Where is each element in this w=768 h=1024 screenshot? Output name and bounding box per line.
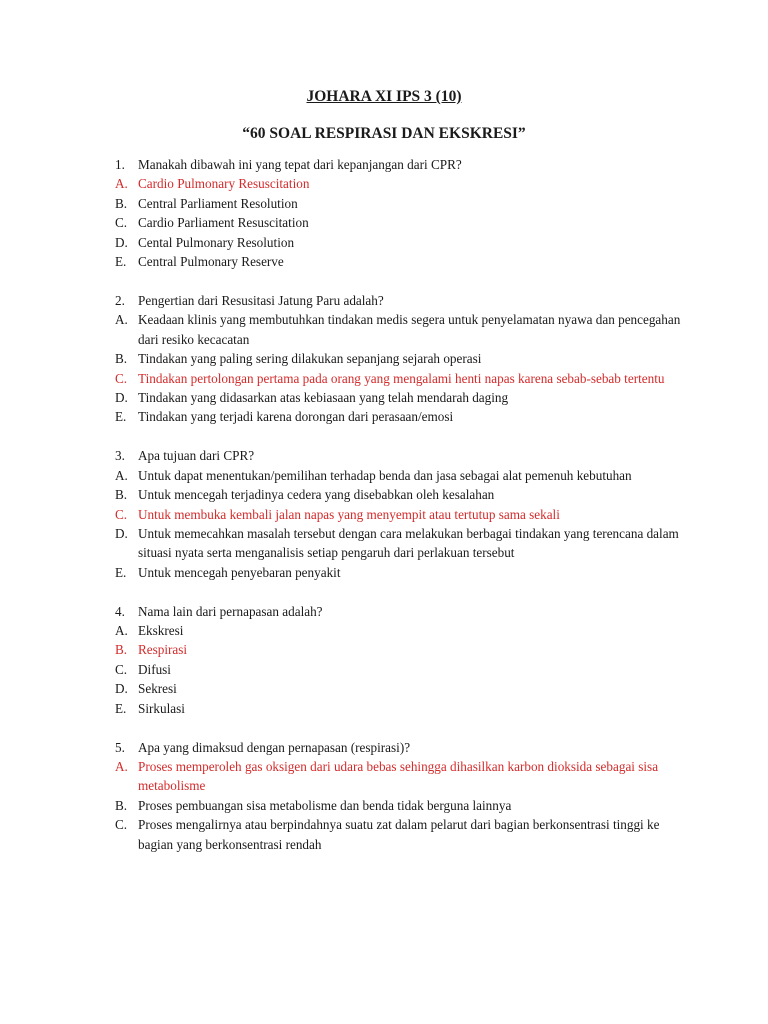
option-text: Central Pulmonary Reserve xyxy=(138,254,284,270)
option-label: C. xyxy=(115,506,128,522)
option-text: Untuk mencegah terjadinya cedera yang disebabkan oleh kesalahan xyxy=(138,487,495,503)
option-text: Sirkulasi xyxy=(138,700,185,716)
option-label: C. xyxy=(115,661,128,677)
option-label: A. xyxy=(115,623,128,639)
option-d xyxy=(115,388,685,407)
option-c-correct xyxy=(115,369,685,388)
option-d xyxy=(115,524,685,563)
option-c xyxy=(115,660,685,679)
option-e xyxy=(115,563,685,582)
question-text: Apa yang dimaksud dengan pernapasan (respirasi)? xyxy=(138,739,411,755)
option-text: Cardio Pulmonary Resuscitation xyxy=(138,176,310,192)
option-label: D. xyxy=(115,234,128,250)
option-c xyxy=(115,815,685,854)
option-text: Cardio Parliament Resuscitation xyxy=(138,215,309,231)
option-b xyxy=(115,485,685,504)
question-number: 5. xyxy=(115,739,125,755)
question-number: 3. xyxy=(115,448,125,464)
question-5 xyxy=(115,738,685,854)
option-label: D. xyxy=(115,525,128,541)
option-text: Cental Pulmonary Resolution xyxy=(138,234,295,250)
option-label: E. xyxy=(115,254,127,270)
option-text: Central Parliament Resolution xyxy=(138,195,298,211)
option-text: Tindakan pertolongan pertama pada orang yang mengalami henti napas karena sebab-sebab tertentu xyxy=(138,370,665,386)
option-text: Difusi xyxy=(138,661,171,677)
option-label: E. xyxy=(115,700,127,716)
option-a-correct xyxy=(115,174,685,193)
option-text: Tindakan yang paling sering dilakukan sepanjang sejarah operasi xyxy=(138,351,482,367)
option-text: Respirasi xyxy=(138,642,188,658)
option-label: B. xyxy=(115,195,128,211)
question-text: Apa tujuan dari CPR? xyxy=(138,448,255,464)
document-subtitle: “60 SOAL RESPIRASI DAN EKSKRESI” xyxy=(242,125,526,142)
option-a xyxy=(115,621,685,640)
question-number: 4. xyxy=(115,603,125,619)
question-number: 2. xyxy=(115,292,125,308)
question-1 xyxy=(115,155,685,271)
question-stem xyxy=(115,602,685,621)
option-text: Untuk mencegah penyebaran penyakit xyxy=(138,564,341,580)
question-4 xyxy=(115,602,685,718)
question-text: Pengertian dari Resusitasi Jatung Paru adalah? xyxy=(138,292,384,308)
option-label: B. xyxy=(115,642,128,658)
question-stem xyxy=(115,738,685,757)
question-stem xyxy=(115,291,685,310)
option-label: A. xyxy=(115,467,128,483)
option-text: Tindakan yang terjadi karena dorongan dari perasaan/emosi xyxy=(138,409,454,425)
option-b xyxy=(115,796,685,815)
option-text: Proses mengalirnya atau berpindahnya suatu zat dalam pelarut dari bagian berkonsentrasi tinggi ke bagian yang berkonsentrasi rendah xyxy=(138,817,660,852)
question-text: Manakah dibawah ini yang tepat dari kepanjangan dari CPR? xyxy=(138,157,462,172)
option-e xyxy=(115,252,685,271)
option-e xyxy=(115,699,685,718)
option-a xyxy=(115,466,685,485)
option-c xyxy=(115,213,685,232)
question-text: Nama lain dari pernapasan adalah? xyxy=(138,603,323,619)
option-text: Sekresi xyxy=(138,681,177,697)
option-text: Keadaan klinis yang membutuhkan tindakan medis segera untuk penyelamatan nyawa dan pencegahan dari resiko kecacatan xyxy=(138,312,681,347)
option-label: A. xyxy=(115,176,128,192)
option-label: C. xyxy=(115,370,128,386)
option-text: Tindakan yang didasarkan atas kebiasaan yang telah mendarah daging xyxy=(138,389,509,405)
option-label: A. xyxy=(115,758,128,774)
question-3 xyxy=(115,446,685,582)
option-label: C. xyxy=(115,817,128,833)
question-number: 1. xyxy=(115,157,125,172)
option-label: C. xyxy=(115,215,128,231)
option-label: D. xyxy=(115,681,128,697)
document-title: JOHARA XI IPS 3 (10) xyxy=(306,88,462,105)
question-list xyxy=(115,155,685,874)
option-a xyxy=(115,310,685,349)
option-text: Untuk memecahkan masalah tersebut dengan cara melakukan berbagai tindakan yang terencana dalam situasi nyata serta menganalisis setiap pengaruh dari perlakuan tersebut xyxy=(138,525,679,561)
option-label: E. xyxy=(115,409,127,425)
option-c-correct xyxy=(115,505,685,524)
option-b-correct xyxy=(115,640,685,659)
question-stem xyxy=(115,446,685,465)
option-text: Ekskresi xyxy=(138,623,184,639)
option-a-correct xyxy=(115,757,685,796)
question-2 xyxy=(115,291,685,427)
option-b xyxy=(115,194,685,213)
option-label: A. xyxy=(115,312,128,328)
option-d xyxy=(115,233,685,252)
option-e xyxy=(115,407,685,426)
option-label: D. xyxy=(115,389,128,405)
option-label: E. xyxy=(115,564,127,580)
option-b xyxy=(115,349,685,368)
option-text: Proses pembuangan sisa metabolisme dan benda tidak berguna lainnya xyxy=(138,797,512,813)
question-stem xyxy=(115,155,685,174)
option-text: Untuk dapat menentukan/pemilihan terhadap benda dan jasa sebagai alat pemenuh kebutuhan xyxy=(138,467,632,483)
option-label: B. xyxy=(115,351,128,367)
option-label: B. xyxy=(115,797,128,813)
option-text: Proses memperoleh gas oksigen dari udara bebas sehingga dihasilkan karbon dioksida sebagai sisa metabolisme xyxy=(138,758,659,794)
option-label: B. xyxy=(115,487,128,503)
option-text: Untuk membuka kembali jalan napas yang menyempit atau tertutup sama sekali xyxy=(138,506,560,522)
option-d xyxy=(115,679,685,698)
